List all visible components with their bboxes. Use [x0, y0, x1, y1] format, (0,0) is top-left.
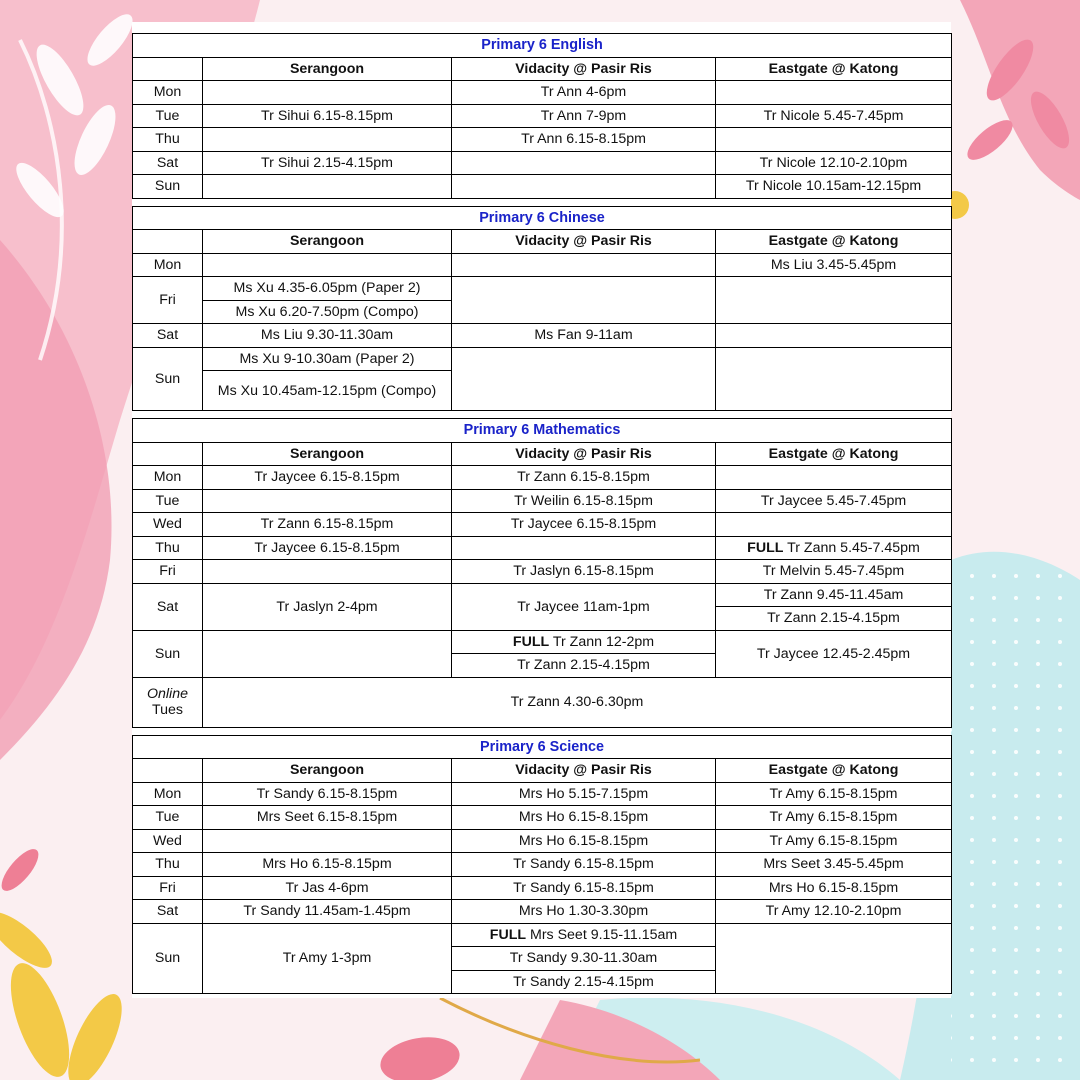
table-row [133, 347, 952, 371]
day-cell: Wed [133, 513, 203, 537]
table-row [133, 806, 952, 830]
full-badge: FULL [747, 539, 784, 556]
day-cell: Sat [133, 151, 203, 175]
section-title: Primary 6 English [133, 34, 952, 58]
header-serangoon: Serangoon [203, 759, 452, 783]
slot-cell: Tr Zann 4.30-6.30pm [203, 677, 952, 727]
slot-cell: Tr Sandy 6.15-8.15pm [203, 782, 452, 806]
slot-cell: Tr Amy 6.15-8.15pm [716, 782, 952, 806]
table-row [133, 253, 952, 277]
table-row [133, 560, 952, 584]
table-row [133, 466, 952, 490]
table-row [133, 104, 952, 128]
table-row [133, 782, 952, 806]
header-pasir-ris: Vidacity @ Pasir Ris [452, 442, 716, 466]
slot-cell: Tr Zann 6.15-8.15pm [203, 513, 452, 537]
slot-cell: Tr Sihui 6.15-8.15pm [203, 104, 452, 128]
table-row [133, 630, 952, 654]
slot-cell: Tr Amy 12.10-2.10pm [716, 900, 952, 924]
slot-cell: Ms Xu 10.45am-12.15pm (Compo) [203, 371, 452, 411]
table-row [133, 513, 952, 537]
slot-cell: Tr Amy 6.15-8.15pm [716, 806, 952, 830]
online-day: Tues [151, 702, 183, 718]
slot-cell: Tr Jaycee 6.15-8.15pm [452, 513, 716, 537]
slot-cell: Ms Fan 9-11am [452, 324, 716, 348]
slot-cell: Tr Sandy 6.15-8.15pm [452, 876, 716, 900]
slot-cell: Ms Xu 6.20-7.50pm (Compo) [203, 300, 452, 324]
slot-cell: Tr Jaycee 6.15-8.15pm [203, 466, 452, 490]
slot-cell: Mrs Ho 6.15-8.15pm [203, 853, 452, 877]
slot-cell: Tr Jaycee 12.45-2.45pm [716, 630, 952, 677]
day-cell: Mon [133, 782, 203, 806]
day-cell: Sat [133, 324, 203, 348]
slot-cell: Tr Jaycee 6.15-8.15pm [203, 536, 452, 560]
full-badge: FULL [489, 926, 527, 943]
day-cell: Wed [133, 829, 203, 853]
table-row [133, 677, 952, 727]
header-row [133, 230, 952, 254]
day-cell: Sun [133, 347, 203, 411]
table-row [133, 489, 952, 513]
day-cell: Thu [133, 128, 203, 152]
slot-cell: Tr Zann 2.15-4.15pm [716, 607, 952, 631]
slot-cell: Tr Nicole 10.15am-12.15pm [716, 175, 952, 199]
slot-cell: Tr Nicole 5.45-7.45pm [716, 104, 952, 128]
slot-cell: Tr Jaslyn 6.15-8.15pm [452, 560, 716, 584]
day-cell: Sun [133, 175, 203, 199]
table-row [133, 277, 952, 301]
table-row [133, 829, 952, 853]
table-row [133, 583, 952, 607]
table-row [133, 876, 952, 900]
day-cell: Sat [133, 583, 203, 630]
slot-cell: Tr Zann 2.15-4.15pm [452, 654, 716, 678]
slot-cell: Tr Sandy 11.45am-1.45pm [203, 900, 452, 924]
slot-cell: Tr Amy 6.15-8.15pm [716, 829, 952, 853]
slot-cell: Tr Nicole 12.10-2.10pm [716, 151, 952, 175]
slot-cell: Tr Sandy 9.30-11.30am [452, 947, 716, 971]
slot-cell: Tr Amy 1-3pm [203, 923, 452, 994]
timetable-sheet [132, 33, 951, 998]
slot-cell: Tr Jaslyn 2-4pm [203, 583, 452, 630]
section-title: Primary 6 Science [133, 735, 952, 759]
slot-text: Mrs Seet 9.15-11.15am [530, 926, 678, 943]
section-title: Primary 6 Mathematics [133, 419, 952, 443]
header-serangoon: Serangoon [203, 230, 452, 254]
slot-cell: Tr Zann 6.15-8.15pm [452, 466, 716, 490]
day-cell: Thu [133, 536, 203, 560]
day-cell: Fri [133, 277, 203, 324]
slot-cell [716, 536, 952, 560]
table-row [133, 324, 952, 348]
slot-cell: Mrs Ho 6.15-8.15pm [452, 829, 716, 853]
section-title: Primary 6 Chinese [133, 206, 952, 230]
slot-cell: Tr Ann 7-9pm [452, 104, 716, 128]
header-katong: Eastgate @ Katong [716, 759, 952, 783]
slot-cell: Tr Ann 4-6pm [452, 81, 716, 105]
day-cell: Tue [133, 489, 203, 513]
slot-cell: Tr Weilin 6.15-8.15pm [452, 489, 716, 513]
slot-cell: Tr Sandy 6.15-8.15pm [452, 853, 716, 877]
slot-cell: Tr Ann 6.15-8.15pm [452, 128, 716, 152]
header-katong: Eastgate @ Katong [716, 442, 952, 466]
table-row [133, 536, 952, 560]
table-row [133, 175, 952, 199]
day-cell: Tue [133, 104, 203, 128]
slot-cell [452, 923, 716, 947]
slot-cell: Tr Jas 4-6pm [203, 876, 452, 900]
day-cell: Sat [133, 900, 203, 924]
header-row [133, 759, 952, 783]
day-cell: Fri [133, 876, 203, 900]
slot-cell: Tr Melvin 5.45-7.45pm [716, 560, 952, 584]
slot-cell: Ms Xu 4.35-6.05pm (Paper 2) [203, 277, 452, 301]
slot-cell: Ms Liu 9.30-11.30am [203, 324, 452, 348]
table-row [133, 853, 952, 877]
header-pasir-ris: Vidacity @ Pasir Ris [452, 759, 716, 783]
header-row [133, 442, 952, 466]
slot-cell: Tr Jaycee 11am-1pm [452, 583, 716, 630]
header-row [133, 57, 952, 81]
slot-cell: Mrs Ho 6.15-8.15pm [716, 876, 952, 900]
table-row [133, 81, 952, 105]
table-row [133, 923, 952, 947]
slot-cell: Tr Sandy 2.15-4.15pm [452, 970, 716, 994]
full-badge: FULL [512, 633, 550, 650]
table-row [133, 900, 952, 924]
header-katong: Eastgate @ Katong [716, 57, 952, 81]
slot-cell: Ms Xu 9-10.30am (Paper 2) [203, 347, 452, 371]
header-serangoon: Serangoon [203, 57, 452, 81]
day-cell: Fri [133, 560, 203, 584]
maths-title-row [133, 419, 952, 443]
day-cell: Sun [133, 630, 203, 677]
table-row [133, 128, 952, 152]
online-label: Online [146, 686, 188, 702]
day-cell: Tue [133, 806, 203, 830]
slot-text: Tr Zann 12-2pm [552, 633, 655, 650]
slot-cell [452, 630, 716, 654]
slot-cell: Mrs Seet 3.45-5.45pm [716, 853, 952, 877]
day-cell: Mon [133, 253, 203, 277]
slot-cell: Tr Sihui 2.15-4.15pm [203, 151, 452, 175]
day-cell: Mon [133, 466, 203, 490]
science-title-row [133, 735, 952, 759]
day-cell [133, 677, 203, 727]
slot-cell: Tr Zann 9.45-11.45am [716, 583, 952, 607]
day-cell: Mon [133, 81, 203, 105]
top-strip [132, 22, 951, 33]
chinese-title-row [133, 206, 952, 230]
header-serangoon: Serangoon [203, 442, 452, 466]
header-katong: Eastgate @ Katong [716, 230, 952, 254]
slot-cell: Mrs Ho 6.15-8.15pm [452, 806, 716, 830]
slot-cell: Tr Jaycee 5.45-7.45pm [716, 489, 952, 513]
header-pasir-ris: Vidacity @ Pasir Ris [452, 57, 716, 81]
day-cell: Sun [133, 923, 203, 994]
timetable [132, 33, 952, 994]
slot-cell: Mrs Seet 6.15-8.15pm [203, 806, 452, 830]
table-row [133, 151, 952, 175]
header-pasir-ris: Vidacity @ Pasir Ris [452, 230, 716, 254]
day-cell: Thu [133, 853, 203, 877]
slot-cell: Mrs Ho 5.15-7.15pm [452, 782, 716, 806]
english-title-row [133, 34, 952, 58]
slot-text: Tr Zann 5.45-7.45pm [787, 539, 920, 556]
slot-cell: Mrs Ho 1.30-3.30pm [452, 900, 716, 924]
slot-cell: Ms Liu 3.45-5.45pm [716, 253, 952, 277]
